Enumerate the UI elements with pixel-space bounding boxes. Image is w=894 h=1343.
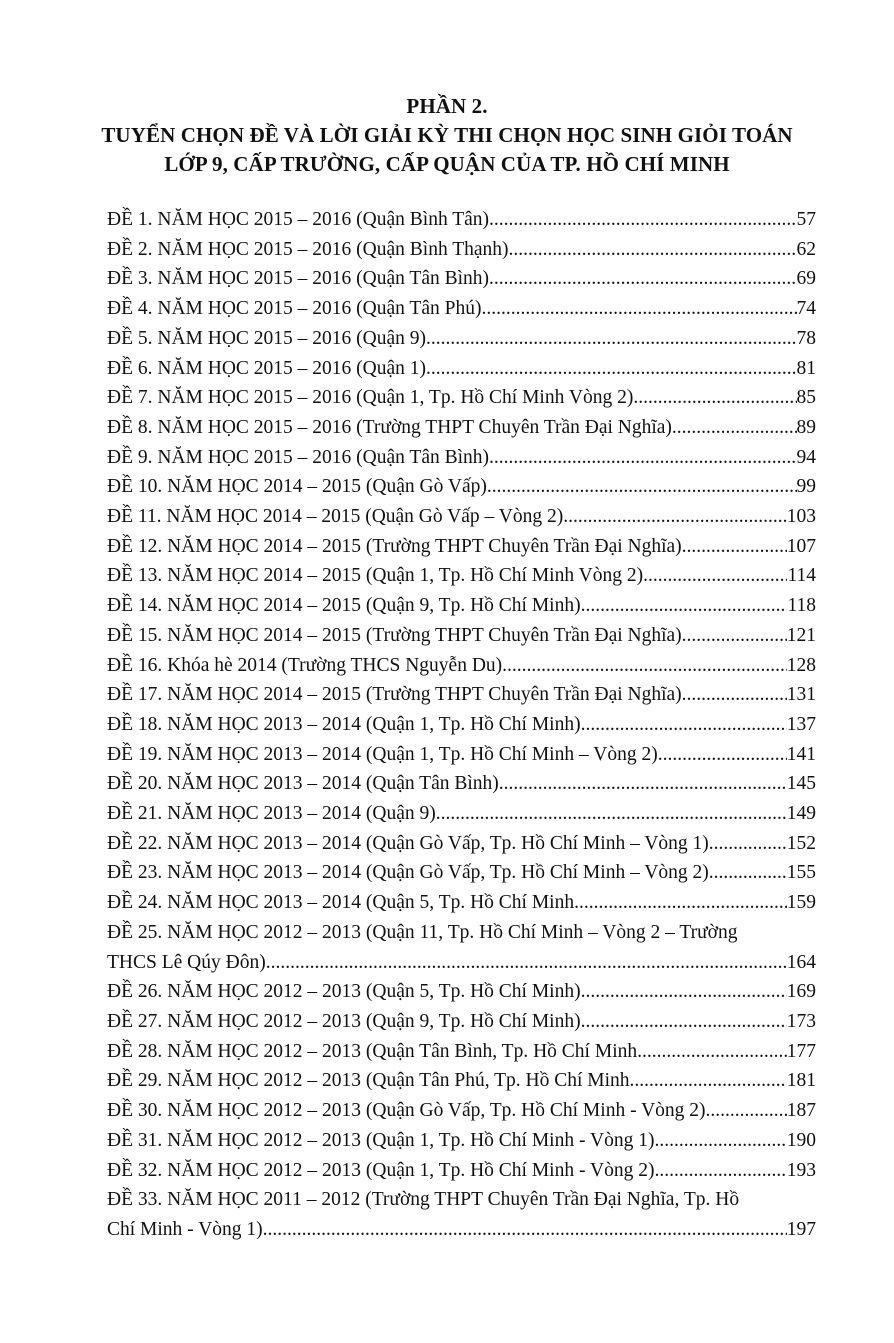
- toc-entry-continuation: [107, 948, 816, 978]
- dot-leader: [637, 1037, 787, 1067]
- heading-line-2: LỚP 9, CẤP TRƯỜNG, CẤP QUẬN CỦA TP. HỒ CHÍ MINH: [164, 152, 730, 176]
- toc-entry[interactable]: [107, 324, 816, 354]
- toc-entry-title: ĐỀ 25. NĂM HỌC 2012 – 2013 (Quận 11, Tp. Hồ Chí Minh – Vòng 2 – Trường: [107, 921, 738, 943]
- toc-entry[interactable]: [107, 502, 816, 532]
- toc-entry[interactable]: [107, 591, 816, 621]
- toc-entry-title: ĐỀ 14. NĂM HỌC 2014 – 2015 (Quận 9, Tp. Hồ Chí Minh): [107, 595, 581, 617]
- toc-page-number: 159: [786, 892, 816, 914]
- toc-entry[interactable]: [107, 1156, 816, 1186]
- toc-page-number: 169: [786, 981, 816, 1003]
- heading-line-1: TUYỂN CHỌN ĐỀ VÀ LỜI GIẢI KỲ THI CHỌN HỌC SINH GIỎI TOÁN: [101, 123, 793, 147]
- toc-page-number: 155: [786, 862, 816, 884]
- dot-leader: [502, 651, 787, 681]
- toc-entry[interactable]: [107, 858, 816, 888]
- toc-entry-title: ĐỀ 1. NĂM HỌC 2015 – 2016 (Quận Bình Tân): [107, 209, 490, 230]
- dot-leader: [563, 502, 787, 532]
- toc-page-number: 164: [786, 951, 816, 973]
- toc-page-number: 57: [796, 209, 816, 230]
- toc-entry[interactable]: [107, 235, 816, 265]
- toc-page-number: 89: [796, 416, 816, 438]
- toc-page-number: 193: [786, 1159, 816, 1181]
- dot-leader: [643, 561, 787, 591]
- toc-entry-title: ĐỀ 19. NĂM HỌC 2013 – 2014 (Quận 1, Tp. Hồ Chí Minh – Vòng 2): [107, 743, 658, 765]
- toc-page-number: 177: [786, 1040, 816, 1062]
- dot-leader: [581, 977, 787, 1007]
- toc-entry[interactable]: [107, 1037, 816, 1067]
- dot-leader: [436, 799, 787, 829]
- dot-leader: [682, 680, 787, 710]
- toc-entry[interactable]: [107, 1185, 816, 1244]
- toc-entry-title: ĐỀ 12. NĂM HỌC 2014 – 2015 (Trường THPT Chuyên Trần Đại Nghĩa): [107, 535, 682, 557]
- dot-leader: [481, 294, 796, 324]
- dot-leader: [654, 1156, 786, 1186]
- toc-entry-title: ĐỀ 4. NĂM HỌC 2015 – 2016 (Quận Tân Phú): [107, 298, 482, 320]
- toc-entry[interactable]: [107, 294, 816, 324]
- toc-page-number: 181: [786, 1070, 816, 1092]
- toc-entry-title: ĐỀ 28. NĂM HỌC 2012 – 2013 (Quận Tân Bình, Tp. Hồ Chí Minh: [107, 1040, 638, 1062]
- toc-page-number: 99: [796, 476, 816, 498]
- dot-leader: [709, 858, 787, 888]
- dot-leader: [574, 888, 787, 918]
- toc-entry[interactable]: [107, 918, 816, 977]
- dot-leader: [426, 324, 796, 354]
- toc-entry-title: ĐỀ 32. NĂM HỌC 2012 – 2013 (Quận 1, Tp. Hồ Chí Minh - Vòng 2): [107, 1159, 655, 1181]
- toc-entry-title: ĐỀ 7. NĂM HỌC 2015 – 2016 (Quận 1, Tp. Hồ Chí Minh Vòng 2): [107, 387, 634, 409]
- toc-entry[interactable]: [107, 532, 816, 562]
- dot-leader: [682, 621, 787, 651]
- toc-entry[interactable]: [107, 740, 816, 770]
- dot-leader: [487, 472, 797, 502]
- toc-entry-title: ĐỀ 22. NĂM HỌC 2013 – 2014 (Quận Gò Vấp, Tp. Hồ Chí Minh – Vòng 1): [107, 832, 709, 854]
- dot-leader: [654, 1126, 786, 1156]
- toc-entry[interactable]: [107, 1096, 816, 1126]
- toc-entry[interactable]: [107, 205, 816, 235]
- toc-page-number: 173: [786, 1010, 816, 1032]
- toc-entry-title: ĐỀ 20. NĂM HỌC 2013 – 2014 (Quận Tân Bình): [107, 773, 499, 795]
- table-of-contents: [107, 205, 816, 1245]
- toc-entry[interactable]: [107, 264, 816, 294]
- toc-entry-title: ĐỀ 17. NĂM HỌC 2014 – 2015 (Trường THPT Chuyên Trần Đại Nghĩa): [107, 684, 682, 706]
- toc-entry-title: ĐỀ 5. NĂM HỌC 2015 – 2016 (Quận 9): [107, 327, 427, 349]
- dot-leader: [266, 948, 787, 978]
- toc-entry-continuation: [107, 1215, 816, 1245]
- toc-entry[interactable]: [107, 621, 816, 651]
- toc-entry[interactable]: [107, 888, 816, 918]
- toc-page-number: 78: [796, 327, 816, 349]
- toc-entry-title: ĐỀ 6. NĂM HỌC 2015 – 2016 (Quận 1): [107, 357, 427, 379]
- dot-leader: [499, 769, 787, 799]
- toc-entry-title: ĐỀ 10. NĂM HỌC 2014 – 2015 (Quận Gò Vấp): [107, 476, 487, 498]
- toc-entry[interactable]: [107, 561, 816, 591]
- toc-entry[interactable]: [107, 383, 816, 413]
- dot-leader: [263, 1215, 787, 1245]
- dot-leader: [706, 1096, 787, 1126]
- toc-entry-title: ĐỀ 18. NĂM HỌC 2013 – 2014 (Quận 1, Tp. Hồ Chí Minh): [107, 713, 581, 735]
- toc-entry-title: ĐỀ 30. NĂM HỌC 2012 – 2013 (Quận Gò Vấp, Tp. Hồ Chí Minh - Vòng 2): [107, 1100, 706, 1122]
- dot-leader: [658, 740, 787, 770]
- dot-leader: [672, 413, 797, 443]
- toc-entry-title: ĐỀ 3. NĂM HỌC 2015 – 2016 (Quận Tân Bình): [107, 268, 490, 290]
- toc-page-number: 85: [796, 387, 816, 409]
- toc-page-number: 152: [786, 832, 816, 854]
- toc-entry-title-continued: THCS Lê Qúy Đôn): [107, 951, 266, 973]
- toc-entry-title: ĐỀ 23. NĂM HỌC 2013 – 2014 (Quận Gò Vấp, Tp. Hồ Chí Minh – Vòng 2): [107, 862, 709, 884]
- dot-leader: [581, 710, 787, 740]
- toc-page-number: 131: [786, 684, 816, 706]
- toc-page-number: 94: [796, 446, 816, 468]
- toc-entry-title: ĐỀ 2. NĂM HỌC 2015 – 2016 (Quận Bình Thạnh): [107, 238, 509, 260]
- toc-entry-title: ĐỀ 31. NĂM HỌC 2012 – 2013 (Quận 1, Tp. Hồ Chí Minh - Vòng 1): [107, 1129, 655, 1151]
- toc-page-number: 118: [787, 595, 816, 617]
- toc-entry-title: ĐỀ 8. NĂM HỌC 2015 – 2016 (Trường THPT Chuyên Trần Đại Nghĩa): [107, 416, 672, 438]
- toc-entry[interactable]: [107, 472, 816, 502]
- toc-entry-title: ĐỀ 27. NĂM HỌC 2012 – 2013 (Quận 9, Tp. Hồ Chí Minh): [107, 1010, 581, 1032]
- toc-page-number: 128: [786, 654, 816, 676]
- toc-page-number: 197: [786, 1218, 816, 1240]
- toc-entry-title: ĐỀ 26. NĂM HỌC 2012 – 2013 (Quận 5, Tp. Hồ Chí Minh): [107, 981, 581, 1003]
- toc-entry-title: ĐỀ 21. NĂM HỌC 2013 – 2014 (Quận 9): [107, 803, 436, 825]
- toc-entry-title: ĐỀ 9. NĂM HỌC 2015 – 2016 (Quận Tân Bình): [107, 446, 490, 468]
- toc-page-number: 190: [786, 1129, 816, 1151]
- toc-page-number: 103: [786, 506, 816, 528]
- section-heading: [60, 92, 834, 179]
- toc-page-number: 107: [786, 535, 816, 557]
- toc-entry[interactable]: [107, 829, 816, 859]
- toc-entry[interactable]: [107, 413, 816, 443]
- toc-entry[interactable]: [107, 710, 816, 740]
- dot-leader: [630, 1066, 787, 1096]
- toc-entry[interactable]: [107, 443, 816, 473]
- toc-entry[interactable]: [107, 1007, 816, 1037]
- toc-entry-title: ĐỀ 16. Khóa hè 2014 (Trường THCS Nguyễn Du): [107, 654, 503, 676]
- toc-entry-title: ĐỀ 13. NĂM HỌC 2014 – 2015 (Quận 1, Tp. Hồ Chí Minh Vòng 2): [107, 565, 644, 587]
- toc-entry[interactable]: [107, 651, 816, 681]
- dot-leader: [581, 1007, 787, 1037]
- toc-page-number: 187: [786, 1100, 816, 1122]
- toc-page-number: 62: [796, 238, 816, 260]
- dot-leader: [489, 205, 796, 235]
- dot-leader: [426, 354, 796, 384]
- toc-page-number: 141: [786, 743, 816, 765]
- toc-entry[interactable]: [107, 1126, 816, 1156]
- dot-leader: [509, 235, 797, 265]
- toc-entry[interactable]: [107, 354, 816, 384]
- toc-page-number: 74: [796, 298, 816, 320]
- toc-entry-title: ĐỀ 29. NĂM HỌC 2012 – 2013 (Quận Tân Phú, Tp. Hồ Chí Minh: [107, 1070, 630, 1092]
- toc-page-number: 121: [786, 624, 816, 646]
- part-label: PHẦN 2.: [406, 94, 488, 118]
- toc-entry-title: ĐỀ 15. NĂM HỌC 2014 – 2015 (Trường THPT Chuyên Trần Đại Nghĩa): [107, 624, 682, 646]
- toc-page-number: 145: [786, 773, 816, 795]
- toc-entry[interactable]: [107, 799, 816, 829]
- toc-page-number: 114: [787, 565, 816, 587]
- toc-page-number: 149: [786, 803, 816, 825]
- dot-leader: [633, 383, 796, 413]
- toc-entry[interactable]: [107, 680, 816, 710]
- toc-entry-title: ĐỀ 11. NĂM HỌC 2014 – 2015 (Quận Gò Vấp – Vòng 2): [107, 506, 564, 528]
- dot-leader: [682, 532, 787, 562]
- toc-entry[interactable]: [107, 977, 816, 1007]
- dot-leader: [709, 829, 787, 859]
- toc-entry-title: ĐỀ 33. NĂM HỌC 2011 – 2012 (Trường THPT Chuyên Trần Đại Nghĩa, Tp. Hồ: [107, 1189, 740, 1211]
- toc-entry[interactable]: [107, 769, 816, 799]
- toc-entry-title-continued: Chí Minh - Vòng 1): [107, 1218, 263, 1240]
- toc-entry[interactable]: [107, 1066, 816, 1096]
- toc-entry-title: ĐỀ 24. NĂM HỌC 2013 – 2014 (Quận 5, Tp. Hồ Chí Minh: [107, 892, 575, 914]
- toc-page-number: 137: [786, 713, 816, 735]
- dot-leader: [489, 443, 796, 473]
- dot-leader: [581, 591, 788, 621]
- dot-leader: [489, 264, 796, 294]
- toc-page-number: 69: [796, 268, 816, 290]
- toc-page-number: 81: [796, 357, 816, 379]
